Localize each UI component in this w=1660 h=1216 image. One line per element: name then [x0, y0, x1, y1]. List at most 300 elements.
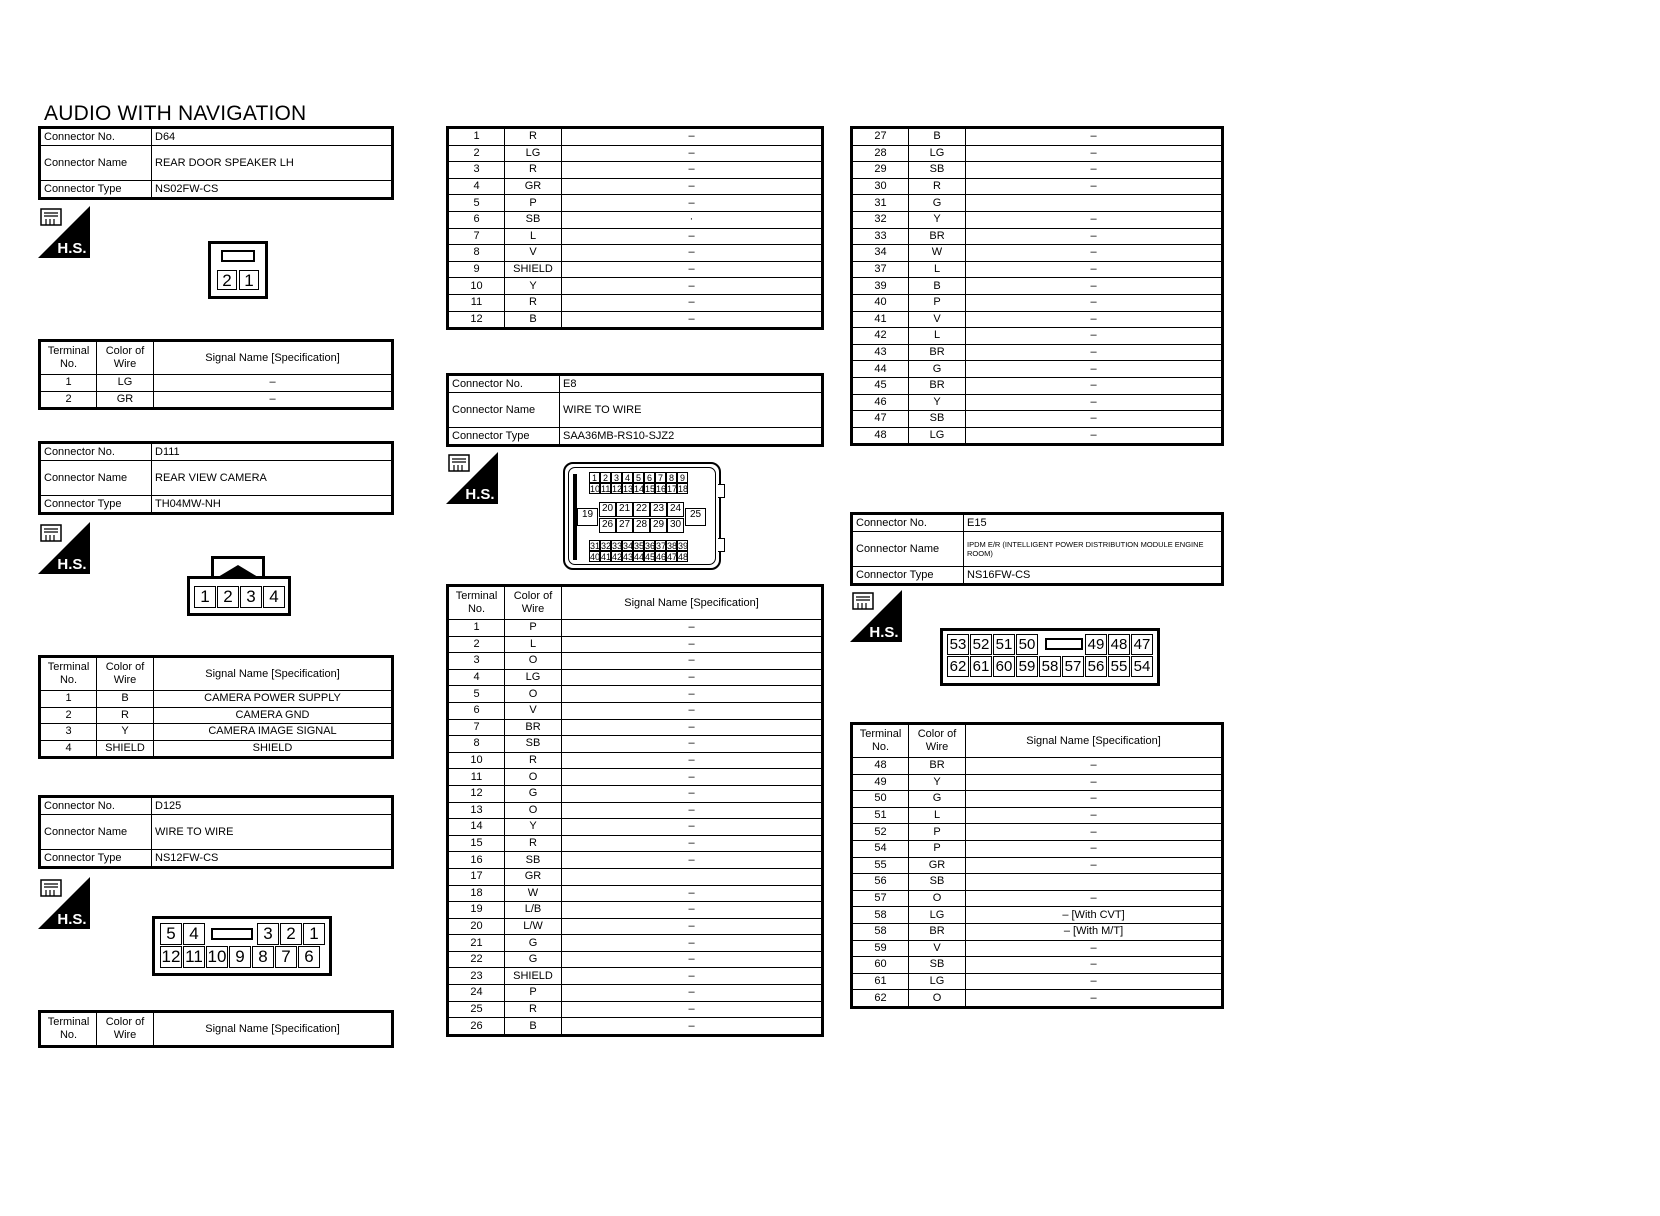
- terminal-cell: 5: [448, 686, 505, 703]
- connector-no-label: Connector No.: [40, 128, 152, 146]
- table-row: [852, 128, 1223, 146]
- wire-color-cell: LG: [505, 145, 562, 162]
- table-row: [852, 145, 1223, 162]
- table-row: [852, 245, 1223, 262]
- pin-cell: 54: [1131, 656, 1153, 677]
- pin-cell: 18: [678, 484, 689, 494]
- connector-name-label: Connector Name: [40, 461, 152, 496]
- wire-rows: [852, 758, 1223, 1008]
- pin-cell: 33: [612, 541, 623, 551]
- wire-color-cell: O: [505, 653, 562, 670]
- pin-cell: 9: [677, 472, 688, 483]
- terminal-cell: 60: [852, 957, 909, 974]
- table-row: [448, 702, 823, 719]
- terminal-cell: 61: [852, 973, 909, 990]
- table-row: [448, 852, 823, 869]
- terminal-cell: 24: [448, 985, 505, 1002]
- wire-color-cell: LG: [909, 907, 966, 924]
- connector-name-value: REAR VIEW CAMERA: [152, 461, 393, 496]
- terminal-cell: 25: [448, 1001, 505, 1018]
- table-row: [852, 427, 1223, 445]
- color-of-wire-header: Color of Wire: [97, 657, 154, 691]
- connector-type-value: NS02FW-CS: [152, 181, 393, 199]
- wire-color-cell: O: [505, 686, 562, 703]
- pin-cell: 6: [644, 472, 655, 483]
- pin-cell: 4: [263, 586, 285, 608]
- signal-name-cell: –: [562, 686, 823, 703]
- wire-color-cell: LG: [505, 669, 562, 686]
- connector-no-value: D125: [152, 797, 393, 815]
- signal-name-cell: –: [966, 957, 1223, 974]
- signal-name-cell: –: [562, 228, 823, 245]
- table-row: [852, 278, 1223, 295]
- terminal-cell: 19: [448, 902, 505, 919]
- wire-color-cell: L/W: [505, 918, 562, 935]
- signal-name-cell: –: [562, 951, 823, 968]
- connector-type-label: Connector Type: [40, 850, 152, 868]
- table-row: [852, 211, 1223, 228]
- connector-no-label: Connector No.: [448, 375, 560, 393]
- wire-color-cell: P: [505, 620, 562, 637]
- signal-name-cell: –: [966, 973, 1223, 990]
- terminal-cell: 8: [448, 736, 505, 753]
- pin-cell: 14: [634, 484, 645, 494]
- terminal-cell: 39: [852, 278, 909, 295]
- table-row: [448, 636, 823, 653]
- terminal-cell: 20: [448, 918, 505, 935]
- signal-name-cell: –: [966, 261, 1223, 278]
- table-row: [852, 311, 1223, 328]
- signal-name-cell: ·: [562, 211, 823, 228]
- pin-cell: 47: [1131, 634, 1153, 655]
- wire-rows: [40, 691, 393, 758]
- table-row: [852, 228, 1223, 245]
- wire-color-cell: P: [909, 840, 966, 857]
- wire-color-cell: Y: [505, 278, 562, 295]
- wire-color-cell: Y: [909, 211, 966, 228]
- wire-color-cell: B: [909, 128, 966, 146]
- pin-cell: 21: [616, 502, 633, 517]
- wire-color-cell: L: [909, 807, 966, 824]
- pin-cell: 32: [601, 541, 612, 551]
- signal-name-cell: –: [562, 985, 823, 1002]
- wire-table-d111: [38, 655, 394, 759]
- terminal-cell: 46: [852, 394, 909, 411]
- pin-cell: 46: [656, 552, 667, 562]
- wire-color-cell: BR: [909, 228, 966, 245]
- pin-cell: 20: [599, 502, 616, 517]
- harness-side-icon: [38, 877, 90, 929]
- terminal-cell: 32: [852, 211, 909, 228]
- wire-color-cell: L/B: [505, 902, 562, 919]
- table-row: [448, 769, 823, 786]
- signal-name-cell: –: [562, 769, 823, 786]
- svg-text:H.S.: H.S.: [57, 240, 87, 257]
- connector-type-value: NS12FW-CS: [152, 850, 393, 868]
- signal-name-cell: –: [562, 311, 823, 329]
- table-row: [448, 294, 823, 311]
- wire-color-cell: V: [505, 702, 562, 719]
- table-row: [852, 774, 1223, 791]
- table-row: [448, 653, 823, 670]
- wire-rows: [852, 128, 1223, 445]
- wire-color-cell: BR: [909, 758, 966, 775]
- pin-cell: 4: [622, 472, 633, 483]
- svg-text:H.S.: H.S.: [57, 911, 87, 928]
- signal-name-cell: – [With M/T]: [966, 923, 1223, 940]
- connector-face-e15: [940, 628, 1160, 686]
- terminal-cell: 55: [852, 857, 909, 874]
- table-row: [448, 868, 823, 885]
- side-latch: [718, 484, 725, 498]
- terminal-cell: 58: [852, 907, 909, 924]
- terminal-cell: 7: [448, 719, 505, 736]
- table-row: [852, 195, 1223, 212]
- wire-color-cell: L: [909, 261, 966, 278]
- table-row: [852, 874, 1223, 891]
- svg-text:H.S.: H.S.: [57, 556, 87, 573]
- terminal-cell: 42: [852, 328, 909, 345]
- signal-name-cell: CAMERA IMAGE SIGNAL: [154, 724, 393, 741]
- terminal-cell: 58: [852, 923, 909, 940]
- pin-cell: 57: [1062, 656, 1084, 677]
- signal-name-cell: –: [562, 178, 823, 195]
- wire-color-cell: L: [505, 636, 562, 653]
- pin-cell: 60: [993, 656, 1015, 677]
- table-row: [448, 128, 823, 146]
- pin-cell: 16: [656, 484, 667, 494]
- signal-name-cell: –: [562, 852, 823, 869]
- pin-cell: 47: [667, 552, 678, 562]
- terminal-cell: 11: [448, 294, 505, 311]
- pin-cell: 58: [1039, 656, 1061, 677]
- terminal-cell: 43: [852, 344, 909, 361]
- wire-table-e8-continued: [850, 126, 1224, 446]
- wire-color-cell: BR: [505, 719, 562, 736]
- terminal-cell: 10: [448, 752, 505, 769]
- terminal-cell: 2: [448, 636, 505, 653]
- wire-table-d64: [38, 339, 394, 410]
- wire-color-cell: O: [909, 990, 966, 1008]
- table-row: [852, 907, 1223, 924]
- wire-color-cell: G: [909, 361, 966, 378]
- pin-cell: 19: [577, 508, 598, 526]
- signal-name-cell: –: [966, 411, 1223, 428]
- pin-cell: 2: [600, 472, 611, 483]
- pin-cell: 52: [970, 634, 992, 655]
- connector-name-value: WIRE TO WIRE: [152, 815, 393, 850]
- table-row: [852, 377, 1223, 394]
- table-row: [448, 620, 823, 637]
- wire-color-cell: SB: [505, 736, 562, 753]
- connector-name-value: REAR DOOR SPEAKER LH: [152, 146, 393, 181]
- wire-color-cell: GR: [505, 178, 562, 195]
- signal-name-cell: –: [562, 918, 823, 935]
- pin-cell: 35: [634, 541, 645, 551]
- table-row: [448, 211, 823, 228]
- wire-color-cell: SHIELD: [505, 261, 562, 278]
- terminal-no-header: Terminal No.: [448, 586, 505, 620]
- table-row: [852, 328, 1223, 345]
- terminal-cell: 41: [852, 311, 909, 328]
- signal-name-cell: –: [562, 802, 823, 819]
- signal-name-cell: –: [966, 394, 1223, 411]
- wire-color-cell: R: [505, 162, 562, 179]
- table-row: [852, 758, 1223, 775]
- terminal-cell: 51: [852, 807, 909, 824]
- pin-cell: 43: [623, 552, 634, 562]
- pin-cell: 48: [678, 552, 689, 562]
- wire-color-cell: SB: [909, 411, 966, 428]
- table-row: [448, 951, 823, 968]
- wire-color-cell: BR: [909, 344, 966, 361]
- terminal-cell: 57: [852, 890, 909, 907]
- pin-cell: 2: [280, 923, 302, 945]
- terminal-cell: 18: [448, 885, 505, 902]
- wire-color-cell: W: [505, 885, 562, 902]
- harness-side-icon: [38, 206, 90, 258]
- terminal-cell: 45: [852, 377, 909, 394]
- terminal-cell: 22: [448, 951, 505, 968]
- signal-name-cell: SHIELD: [154, 740, 393, 758]
- wire-color-cell: Y: [97, 724, 154, 741]
- wire-table-d125: [446, 126, 824, 330]
- terminal-cell: 52: [852, 824, 909, 841]
- signal-name-cell: –: [966, 162, 1223, 179]
- signal-name-cell: –: [562, 1001, 823, 1018]
- connector-latch: [211, 556, 265, 578]
- wire-table-d125-header: [38, 1010, 394, 1048]
- table-row: [448, 885, 823, 902]
- signal-name-cell: – [With CVT]: [966, 907, 1223, 924]
- terminal-cell: 1: [40, 691, 97, 708]
- wire-color-cell: P: [505, 985, 562, 1002]
- pin-cell: 17: [667, 484, 678, 494]
- table-row: [852, 791, 1223, 808]
- signal-name-cell: –: [966, 807, 1223, 824]
- pin-cell: 30: [667, 518, 684, 533]
- terminal-cell: 21: [448, 935, 505, 952]
- wire-color-cell: BR: [909, 377, 966, 394]
- pin-cell: 45: [645, 552, 656, 562]
- wire-color-cell: Y: [909, 394, 966, 411]
- terminal-cell: 44: [852, 361, 909, 378]
- terminal-cell: 4: [448, 178, 505, 195]
- connector-face-e8: [563, 462, 721, 570]
- wire-color-cell: G: [505, 951, 562, 968]
- wire-color-cell: LG: [909, 427, 966, 445]
- terminal-cell: 3: [448, 162, 505, 179]
- pin-cell: 29: [650, 518, 667, 533]
- connector-name-label: Connector Name: [40, 815, 152, 850]
- terminal-cell: 1: [448, 620, 505, 637]
- table-row: [448, 752, 823, 769]
- terminal-cell: 14: [448, 819, 505, 836]
- connector-no-value: D64: [152, 128, 393, 146]
- table-row: [40, 375, 393, 392]
- wire-color-cell: B: [97, 691, 154, 708]
- connector-face-d64: [208, 241, 268, 299]
- terminal-cell: 29: [852, 162, 909, 179]
- wire-color-cell: SB: [909, 957, 966, 974]
- terminal-cell: 26: [448, 1018, 505, 1036]
- signal-name-cell: –: [966, 328, 1223, 345]
- terminal-no-header: Terminal No.: [852, 724, 909, 758]
- terminal-cell: 56: [852, 874, 909, 891]
- table-row: [448, 145, 823, 162]
- terminal-cell: 3: [448, 653, 505, 670]
- terminal-cell: 4: [40, 740, 97, 758]
- connector-no-label: Connector No.: [40, 797, 152, 815]
- wire-color-cell: R: [909, 178, 966, 195]
- wire-color-cell: O: [505, 769, 562, 786]
- pin-cell: 5: [160, 923, 182, 945]
- wire-color-cell: G: [909, 791, 966, 808]
- pin-cell: 8: [666, 472, 677, 483]
- table-row: [852, 807, 1223, 824]
- signal-name-cell: –: [966, 427, 1223, 445]
- terminal-cell: 9: [448, 261, 505, 278]
- pin-cell: 41: [601, 552, 612, 562]
- table-row: [448, 719, 823, 736]
- wire-color-cell: L: [505, 228, 562, 245]
- wire-rows: [448, 620, 823, 1036]
- table-row: [852, 361, 1223, 378]
- connector-name-label: Connector Name: [852, 532, 964, 567]
- terminal-cell: 2: [448, 145, 505, 162]
- pin-cell: 12: [612, 484, 623, 494]
- signal-name-cell: –: [562, 736, 823, 753]
- pin-cell: 1: [589, 472, 600, 483]
- wire-color-cell: V: [909, 940, 966, 957]
- wire-color-cell: R: [505, 752, 562, 769]
- table-row: [448, 935, 823, 952]
- wire-table-e8: [446, 584, 824, 1037]
- table-row: [448, 245, 823, 262]
- connector-face-d111: [187, 556, 291, 618]
- pin-cell: 36: [645, 541, 656, 551]
- signal-name-cell: –: [562, 278, 823, 295]
- table-row: [40, 740, 393, 758]
- signal-name-cell: –: [966, 791, 1223, 808]
- wire-color-cell: GR: [909, 857, 966, 874]
- table-row: [40, 707, 393, 724]
- wire-color-cell: G: [909, 195, 966, 212]
- signal-name-cell: –: [966, 940, 1223, 957]
- wire-color-cell: R: [505, 294, 562, 311]
- terminal-cell: 28: [852, 145, 909, 162]
- signal-name-cell: –: [562, 719, 823, 736]
- pin-cell: 7: [275, 946, 297, 968]
- wire-color-cell: SB: [505, 852, 562, 869]
- connector-key-icon: [221, 250, 255, 262]
- table-row: [852, 294, 1223, 311]
- color-of-wire-header: Color of Wire: [909, 724, 966, 758]
- wire-color-cell: B: [505, 311, 562, 329]
- signal-name-cell: –: [966, 857, 1223, 874]
- table-row: [448, 802, 823, 819]
- table-row: [852, 394, 1223, 411]
- table-row: [852, 990, 1223, 1008]
- table-row: [448, 195, 823, 212]
- terminal-cell: 1: [40, 375, 97, 392]
- signal-name-cell: –: [562, 145, 823, 162]
- color-of-wire-header: Color of Wire: [505, 586, 562, 620]
- pin-cell: 39: [678, 541, 689, 551]
- pin-cell: 42: [612, 552, 623, 562]
- wire-color-cell: L: [909, 328, 966, 345]
- signal-name-cell: –: [562, 653, 823, 670]
- wire-rows: [40, 375, 393, 409]
- table-row: [40, 724, 393, 741]
- terminal-no-header: Terminal No.: [40, 341, 97, 375]
- wire-color-cell: LG: [97, 375, 154, 392]
- pin-cell: 38: [667, 541, 678, 551]
- pin-cell: 1: [303, 923, 325, 945]
- table-row: [852, 824, 1223, 841]
- terminal-cell: 12: [448, 785, 505, 802]
- terminal-cell: 30: [852, 178, 909, 195]
- pin-cell: 27: [616, 518, 633, 533]
- wire-color-cell: GR: [97, 391, 154, 409]
- wire-color-cell: G: [505, 785, 562, 802]
- terminal-cell: 3: [40, 724, 97, 741]
- signal-name-cell: –: [562, 935, 823, 952]
- pin-cell: 12: [161, 947, 181, 966]
- signal-name-cell: –: [966, 344, 1223, 361]
- signal-name-cell: –: [562, 620, 823, 637]
- wire-table-e15: [850, 722, 1224, 1009]
- wire-color-cell: G: [505, 935, 562, 952]
- terminal-cell: 1: [448, 128, 505, 146]
- connector-type-label: Connector Type: [852, 567, 964, 585]
- pin-cell: 37: [656, 541, 667, 551]
- pin-cell: 53: [947, 634, 969, 655]
- signal-name-cell: –: [966, 774, 1223, 791]
- table-row: [852, 261, 1223, 278]
- signal-name-cell: –: [966, 758, 1223, 775]
- connector-info-d125: [38, 795, 394, 869]
- wire-color-cell: R: [505, 1001, 562, 1018]
- connector-no-value: D111: [152, 443, 393, 461]
- connector-name-value: WIRE TO WIRE: [560, 393, 823, 428]
- terminal-cell: 27: [852, 128, 909, 146]
- connector-type-label: Connector Type: [448, 428, 560, 446]
- terminal-no-header: Terminal No.: [40, 657, 97, 691]
- connector-no-value: E8: [560, 375, 823, 393]
- wire-color-cell: R: [505, 128, 562, 146]
- terminal-cell: 11: [448, 769, 505, 786]
- signal-name-cell: –: [966, 245, 1223, 262]
- pin-cell: 59: [1016, 656, 1038, 677]
- pin-cell: 5: [633, 472, 644, 483]
- wire-color-cell: V: [505, 245, 562, 262]
- pin-cell: 22: [633, 502, 650, 517]
- wire-color-cell: GR: [505, 868, 562, 885]
- table-row: [448, 985, 823, 1002]
- signal-name-cell: –: [966, 128, 1223, 146]
- wire-color-cell: SB: [909, 162, 966, 179]
- harness-side-icon: [38, 522, 90, 574]
- connector-no-label: Connector No.: [40, 443, 152, 461]
- signal-name-cell: –: [562, 819, 823, 836]
- terminal-cell: 13: [448, 802, 505, 819]
- connector-key-icon: [211, 928, 253, 940]
- signal-name-cell: –: [154, 391, 393, 409]
- pin-cell: 31: [590, 541, 601, 551]
- signal-name-cell: –: [562, 702, 823, 719]
- connector-info-e15: [850, 512, 1224, 586]
